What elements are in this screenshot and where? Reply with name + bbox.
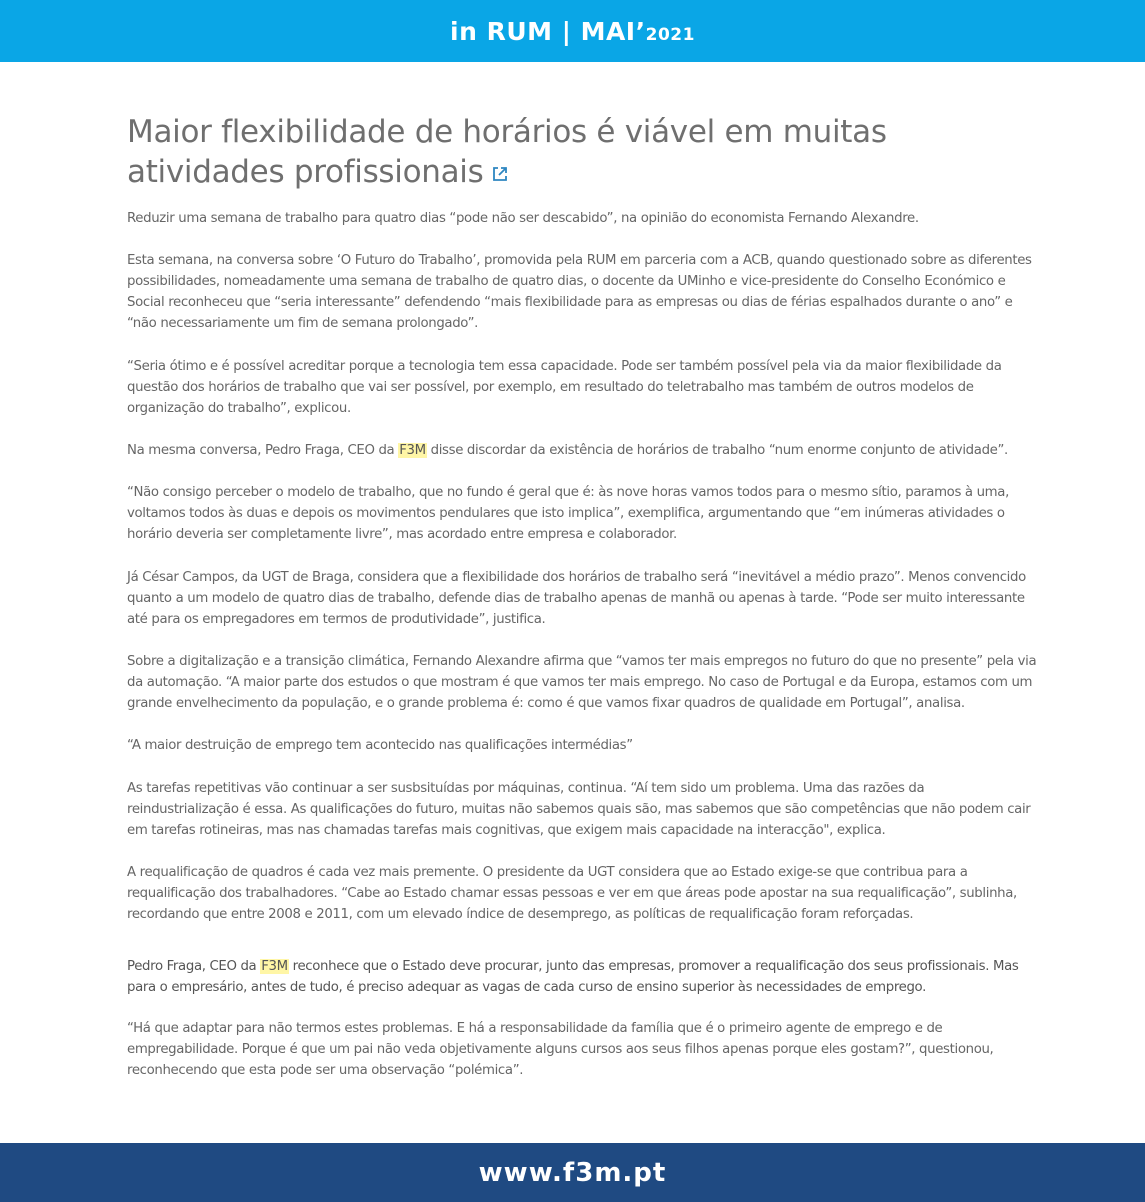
footer-bar bbox=[0, 1143, 1145, 1202]
paragraph: As tarefas repetitivas vão continuar a ser susbsituídas por máquinas, continua. “Aí tem sido um problema. Uma das razões da reindustrialização é essa. As qualificações do futuro, muitas não sabemos quais são, mas sabemos que são competências que não podem cair em tarefas rotineiras, mas nas chamadas tarefas mais cognitivas, que exigem mais capacidade na interacção", explica. bbox=[127, 781, 1031, 838]
header-bar bbox=[0, 0, 1145, 62]
footer-site-link[interactable]: www.f3m.pt bbox=[478, 1157, 667, 1188]
paragraph: Reduzir uma semana de trabalho para quatro dias “pode não ser descabido”, na opinião do economista Fernando Alexandre. bbox=[127, 211, 919, 226]
paragraph: “Há que adaptar para não termos estes problemas. E há a responsabilidade da família que é o primeiro agente de emprego e de empregabilidade. Porque é que um pai não veda objetivamente alguns cursos aos seus filhos apenas porque eles gostam?”, questionou, reconhecendo que esta pode ser uma observação “polémica”. bbox=[127, 1021, 994, 1078]
paragraph-text: disse discordar da existência de horários de trabalho “num enorme conjunto de atividade”. bbox=[426, 443, 1008, 458]
highlighted-company-name: F3M bbox=[261, 959, 288, 974]
paragraph-text: Pedro Fraga, CEO da bbox=[127, 959, 261, 974]
header-year: 2021 bbox=[645, 24, 695, 45]
article-title-text: Maior flexibilidade de horários é viável em muitas atividades profissionais bbox=[127, 114, 887, 190]
article bbox=[127, 112, 1037, 1078]
article-title bbox=[127, 112, 1037, 192]
paragraph bbox=[127, 440, 1008, 461]
header-brand-text: in RUM | MAI’ bbox=[450, 16, 646, 46]
paragraph-text: Na mesma conversa, Pedro Fraga, CEO da bbox=[127, 443, 399, 458]
paragraph: “Não consigo perceber o modelo de trabalho, que no fundo é geral que é: às nove horas vamos todos para o mesmo sítio, paramos à uma, voltamos todos às duas e depois os movimentos pendulares que isto implica”, exemplifica, argumentando que “em inúmeras atividades o horário deveria ser completamente livre”, mas acordado entre empresa e colaborador. bbox=[127, 485, 1009, 542]
paragraph: “Seria ótimo e é possível acreditar porque a tecnologia tem essa capacidade. Pode ser também possível pela via da maior flexibilidade da questão dos horários de trabalho que vai ser possível, por exemplo, em resultado do teletrabalho mas também de outros modelos de organização do trabalho”, explicou. bbox=[127, 359, 1002, 416]
external-link-icon[interactable] bbox=[491, 165, 509, 183]
paragraph: Esta semana, na conversa sobre ‘O Futuro do Trabalho’, promovida pela RUM em parceria com a ACB, quando questionado sobre as diferentes possibilidades, nomeadamente uma semana de trabalho de quatro dias, o docente da UMinho e vice-presidente do Conselho Económico e Social reconheceu que “seria interessante” defendendo “mais flexibilidade para as empresas ou dias de férias espalhados durante o ano” e “não necessariamente um fim de semana prolongado”. bbox=[127, 253, 1032, 331]
paragraph: “A maior destruição de emprego tem acontecido nas qualificações intermédias” bbox=[127, 738, 633, 753]
paragraph: Já César Campos, da UGT de Braga, considera que a flexibilidade dos horários de trabalho será “inevitável a médio prazo”. Menos convencido quanto a um modelo de quatro dias de trabalho, defende dias de trabalho apenas de manhã ou apenas à tarde. “Pode ser muito interessante até para os empregadores em termos de produtividade”, justifica. bbox=[127, 570, 1026, 627]
paragraph: Sobre a digitalização e a transição climática, Fernando Alexandre afirma que “vamos ter mais empregos no futuro do que no presente” pela via da automação. “A maior parte dos estudos o que mostram é que vamos ter mais emprego. No caso de Portugal e da Europa, estamos com um grande envelhecimento da população, e o grande problema é: como é que vamos fixar quadros de qualidade em Portugal”, analisa. bbox=[127, 654, 1037, 711]
paragraph bbox=[127, 956, 1037, 998]
paragraph-text: reconhece que o Estado deve procurar, junto das empresas, promover a requalificação dos seus profissionais. Mas para o empresário, antes de tudo, é preciso adequar as vagas de cada curso de ensino superior às necessidades de emprego. bbox=[127, 959, 1019, 995]
highlighted-company-name: F3M bbox=[399, 443, 426, 458]
paragraph: A requalificação de quadros é cada vez mais premente. O presidente da UGT considera que ao Estado exige-se que contribua para a requalificação dos trabalhadores. “Cabe ao Estado chamar essas pessoas e ver em que áreas pode apostar na sua requalificação”, sublinha, recordando que entre 2008 e 2011, com um elevado índice de desemprego, as políticas de requalificação foram reforçadas. bbox=[127, 865, 1017, 922]
header-brand bbox=[450, 16, 695, 46]
